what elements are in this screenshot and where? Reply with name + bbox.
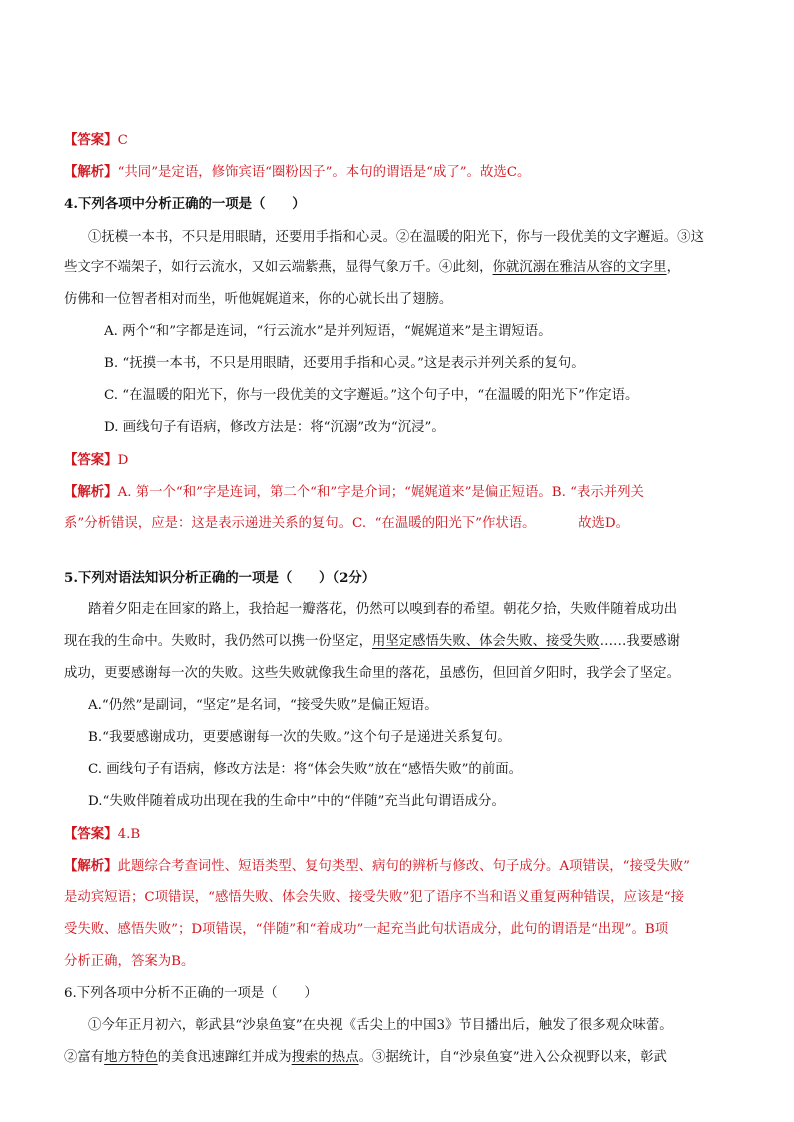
analysis-tag: 【解析】: [64, 484, 118, 500]
q4-answer: [64, 450, 128, 471]
q5-option-d: D.“失败伴随着成功出现在我的生命中”中的“伴随”充当此句谓语成分。: [88, 794, 505, 809]
q4-passage-line-1: ①抚模一本书，不只是用眼睛，还要用手指和心灵。②在温暖的阳光下，你与一段优美的文字邂逅。③这: [88, 230, 704, 245]
q4-analysis-line-2: 系”分析错误，应是：这是表示递进关系的复句。C. “在温暖的阳光下”作状语。 故选D。: [64, 516, 630, 531]
q5-option-c: C. 画线句子有语病，修改方法是：将“体会失败”放在“感悟失败”的前面。: [88, 762, 522, 777]
analysis-text: “共同”是定语，修饰宾语“圈粉因子”。本句的谓语是“成了”。故选C。: [117, 165, 531, 180]
q4-passage-line-3: 仿佛和一位智者相对而坐，听他娓娓道来，你的心就长出了翅膀。: [64, 292, 453, 307]
question-5-stem: 5.下列对语法知识分析正确的一项是（ ）（2分）: [64, 570, 376, 586]
q5-passage-line-3: 成功，更要感谢每一次的失败。这些失败就像我生命里的落花，虽感伤，但回首夕阳时，我学会了坚定。: [64, 666, 680, 681]
answer-value: D: [117, 453, 129, 468]
q5-option-a: A.“仍然”是副词，“坚定”是名词，“接受失败”是偏正短语。: [88, 698, 438, 713]
question-6-stem: 6.下列各项中分析不正确的一项是（ ）: [64, 986, 318, 1001]
question-4-stem: 4.下列各项中分析正确的一项是（ ）: [64, 196, 306, 212]
answer-value: C: [117, 133, 128, 148]
underlined-phrase: 搜索的热点: [291, 1050, 359, 1065]
q3-analysis: [64, 162, 530, 183]
q4-option-c: C. “在温暖的阳光下，你与一段优美的文字邂逅。”这个句子中，“在温暖的阳光下”作定语。: [104, 388, 639, 403]
analysis-tag: 【解析】: [64, 858, 118, 874]
answer-tag: 【答案】: [64, 452, 118, 468]
analysis-tag: 【解析】: [64, 164, 118, 180]
answer-tag: 【答案】: [64, 826, 118, 842]
q5-analysis-line-1: 【解析】此题综合考查词性、短语类型、复句类型、病句的辨析与修改、句子成分。A项错误，“接受失败”: [64, 858, 690, 874]
q5-passage-line-2: 现在我的生命中。失败时，我仍然可以携一份坚定，用坚定感悟失败、体会失败、接受失败……我要感谢: [64, 634, 680, 649]
q4-analysis-line-1: 【解析】A. 第一个“和”字是连词，第二个“和”字是介词；“娓娓道来”是偏正短语。B. “表示并列关: [64, 484, 644, 500]
q4-option-b: B. “抚摸一本书，不只是用眼睛，还要用手指和心灵。”这是表示并列关系的复句。: [104, 356, 585, 371]
q5-option-b: B.“我要感谢成功，更要感谢每一次的失败。”这个句子是递进关系复句。: [88, 730, 511, 745]
q4-passage-line-2: 些文字不端架子，如行云流水，又如云端紫燕，显得气象万千。④此刻，你就沉溺在雅洁从容的文字里，: [64, 260, 680, 275]
q5-analysis-line-4: 分析正确，答案为B。: [64, 954, 195, 969]
underlined-phrase: 地方特色: [104, 1050, 158, 1065]
q6-passage-line-1: ①今年正月初六，彰武县“沙泉鱼宴”在央视《舌尖上的中国3》节目播出后，触发了很多观众味蕾。: [88, 1018, 673, 1033]
underlined-sentence: 你就沉溺在雅洁从容的文字里: [492, 260, 667, 275]
q5-analysis-line-2: 是动宾短语；C项错误，“感悟失败、体会失败、接受失败”犯了语序不当和语义重复两种错误，应该是“接: [64, 890, 684, 905]
q3-answer: [64, 130, 128, 151]
q5-passage-line-1: 踏着夕阳走在回家的路上，我拾起一瓣落花，仍然可以嗅到春的希望。朝花夕拾，失败伴随着成功出: [88, 602, 678, 617]
q4-option-d: D. 画线句子有语病，修改方法是：将“沉溺”改为“沉浸”。: [104, 420, 445, 435]
q6-passage-line-2: ②富有地方特色的美食迅速蹿红并成为搜索的热点。③据统计，自“沙泉鱼宴”进入公众视野以来，彰武: [64, 1050, 667, 1065]
answer-tag: 【答案】: [64, 132, 118, 148]
answer-value: 4.B: [117, 827, 141, 842]
q5-analysis-line-3: 受失败、感悟失败”；D项错误，“伴随”和“着成功”一起充当此句状语成分，此句的谓语是“出现”。B项: [64, 922, 669, 937]
underlined-sentence: 用坚定感悟失败、体会失败、接受失败: [371, 634, 600, 649]
q5-answer: [64, 824, 140, 845]
q4-option-a: A. 两个“和”字都是连词，“行云流水”是并列短语，“娓娓道来”是主谓短语。: [104, 324, 552, 339]
